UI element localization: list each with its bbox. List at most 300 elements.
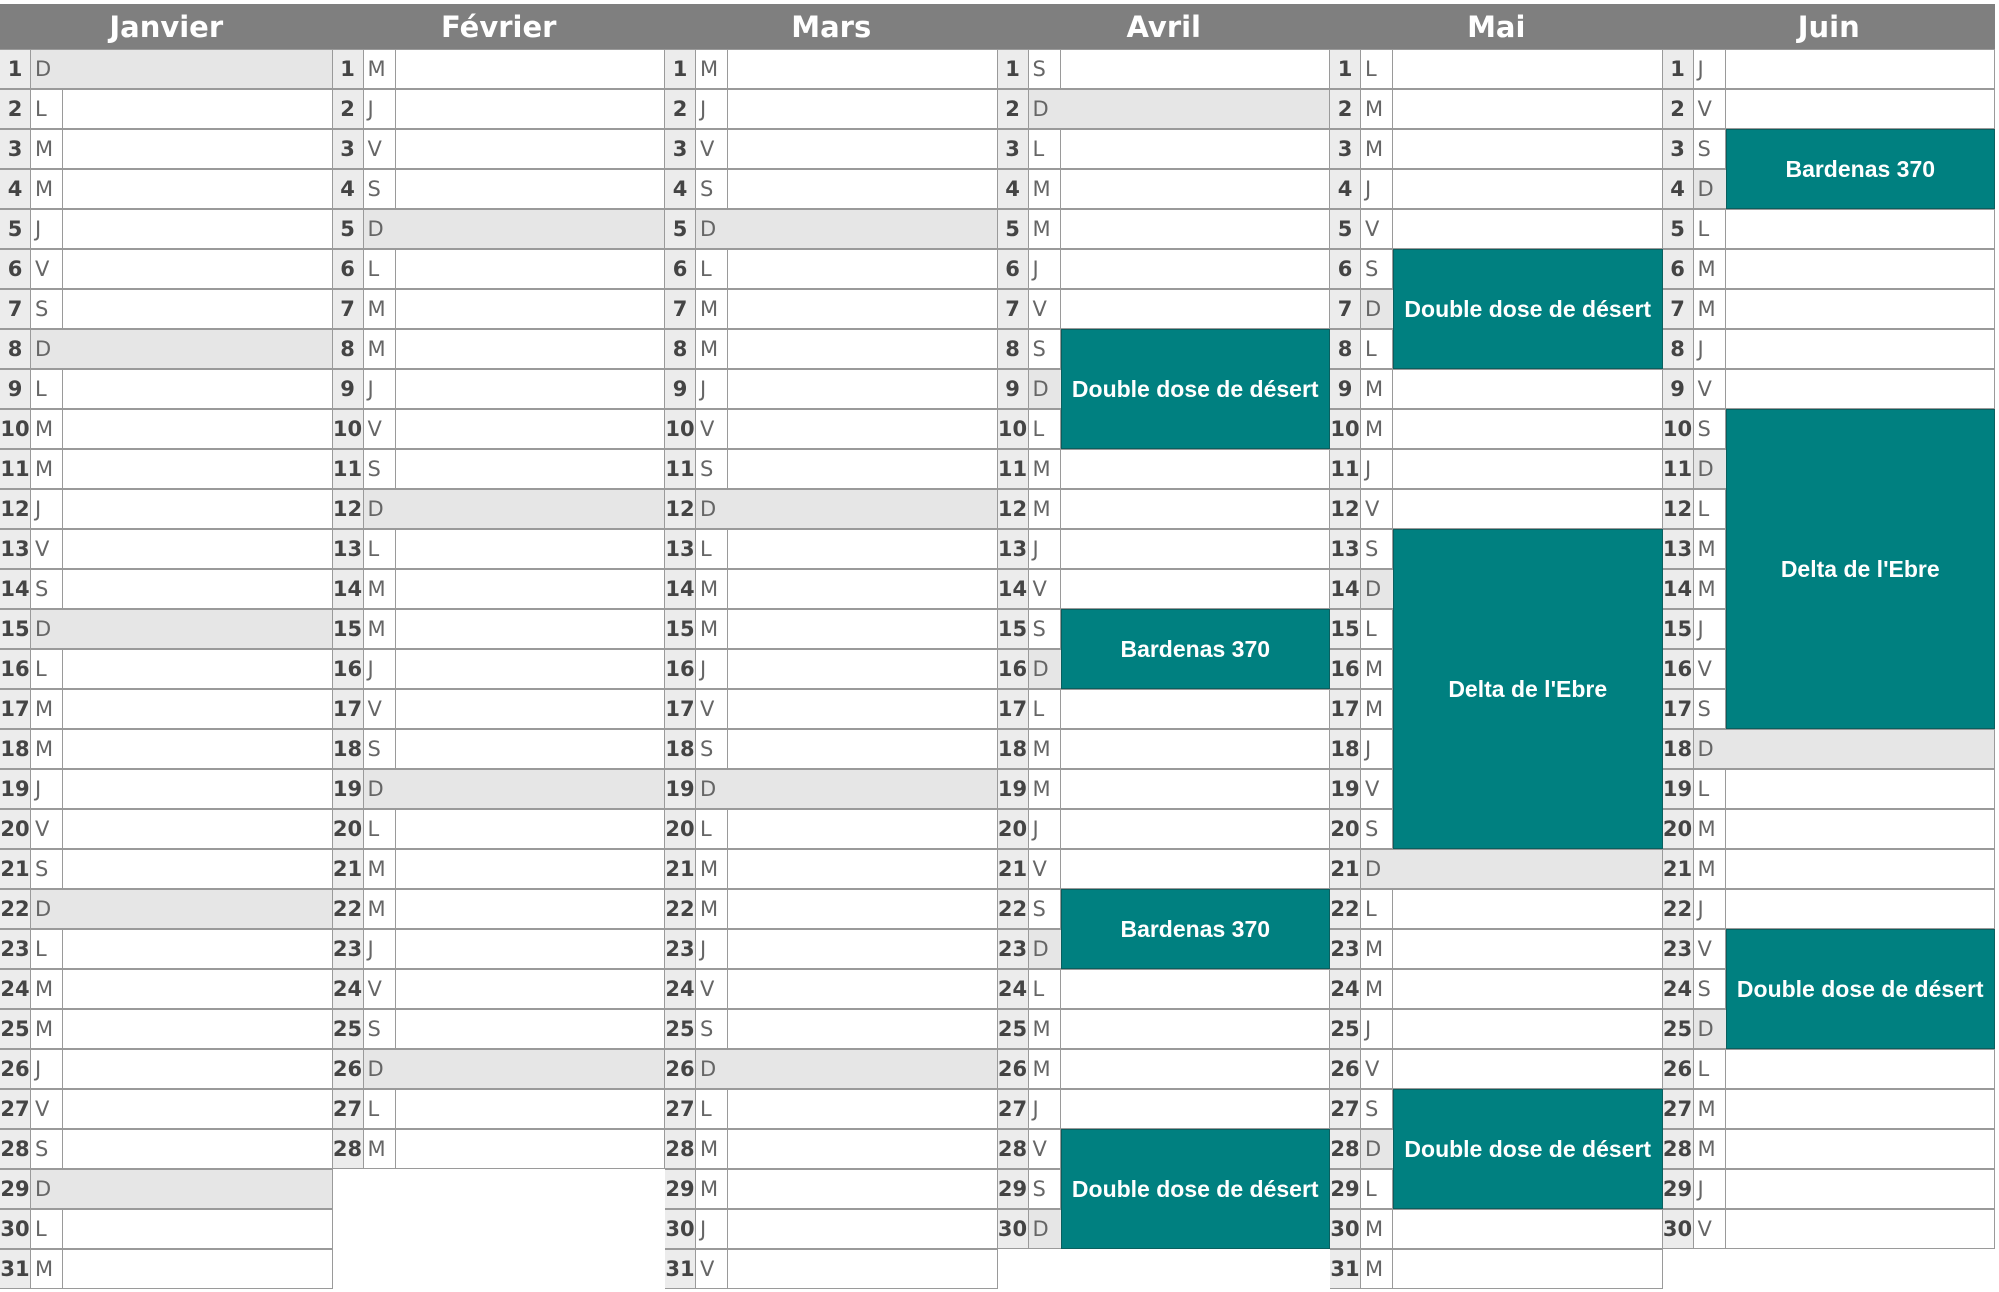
- day-row[interactable]: [1663, 249, 1996, 289]
- day-slot[interactable]: [396, 50, 666, 88]
- day-row[interactable]: [1330, 169, 1663, 209]
- day-row[interactable]: [665, 769, 998, 809]
- day-slot[interactable]: [63, 890, 333, 928]
- day-row[interactable]: [0, 1049, 333, 1089]
- day-row[interactable]: [1330, 1009, 1663, 1049]
- day-row[interactable]: [0, 809, 333, 849]
- day-row[interactable]: [665, 969, 998, 1009]
- day-slot[interactable]: [728, 450, 998, 488]
- day-row[interactable]: [333, 1129, 666, 1169]
- weekday-letter: M: [31, 170, 63, 208]
- day-slot[interactable]: [63, 370, 333, 408]
- day-slot[interactable]: [63, 1250, 333, 1288]
- day-slot[interactable]: [63, 450, 333, 488]
- day-slot[interactable]: [1393, 1250, 1663, 1288]
- day-row[interactable]: [333, 849, 666, 889]
- day-row[interactable]: [333, 649, 666, 689]
- day-slot[interactable]: [728, 90, 998, 128]
- event-block[interactable]: [1726, 929, 1996, 1049]
- day-row[interactable]: [0, 89, 333, 129]
- day-row[interactable]: [1663, 769, 1996, 809]
- day-row[interactable]: [665, 369, 998, 409]
- day-row[interactable]: [998, 209, 1331, 249]
- day-row[interactable]: [333, 529, 666, 569]
- day-row[interactable]: [0, 1169, 333, 1209]
- day-slot[interactable]: [63, 650, 333, 688]
- day-row[interactable]: [333, 1009, 666, 1049]
- day-row[interactable]: [998, 849, 1331, 889]
- day-row[interactable]: [998, 729, 1331, 769]
- day-slot[interactable]: [396, 450, 666, 488]
- day-slot[interactable]: [1726, 1170, 1996, 1208]
- day-row[interactable]: [0, 249, 333, 289]
- day-slot[interactable]: [728, 490, 998, 528]
- day-row[interactable]: [665, 249, 998, 289]
- day-slot[interactable]: [396, 330, 666, 368]
- day-row[interactable]: [998, 489, 1331, 529]
- day-slot[interactable]: [63, 730, 333, 768]
- day-slot[interactable]: [728, 690, 998, 728]
- day-row[interactable]: [665, 1009, 998, 1049]
- day-slot[interactable]: [396, 930, 666, 968]
- day-slot[interactable]: [728, 530, 998, 568]
- day-slot[interactable]: [63, 850, 333, 888]
- day-row[interactable]: [665, 1049, 998, 1089]
- day-slot[interactable]: [1726, 50, 1996, 88]
- day-slot[interactable]: [1393, 450, 1663, 488]
- day-slot[interactable]: [396, 370, 666, 408]
- day-row[interactable]: [665, 169, 998, 209]
- day-row[interactable]: [1663, 1129, 1996, 1169]
- day-row[interactable]: [0, 969, 333, 1009]
- day-row[interactable]: [1663, 209, 1996, 249]
- day-row[interactable]: [333, 129, 666, 169]
- day-row[interactable]: [0, 169, 333, 209]
- day-row[interactable]: [998, 1089, 1331, 1129]
- day-slot[interactable]: [1726, 730, 1996, 768]
- day-slot[interactable]: [728, 1090, 998, 1128]
- day-row[interactable]: [665, 1129, 998, 1169]
- day-row[interactable]: [333, 49, 666, 89]
- day-slot[interactable]: [1061, 490, 1331, 528]
- day-row[interactable]: [333, 289, 666, 329]
- day-row[interactable]: [665, 89, 998, 129]
- day-slot[interactable]: [1726, 370, 1996, 408]
- day-slot[interactable]: [1393, 370, 1663, 408]
- day-row[interactable]: [1663, 1089, 1996, 1129]
- day-row[interactable]: [333, 609, 666, 649]
- day-row[interactable]: [1330, 89, 1663, 129]
- day-row[interactable]: [333, 969, 666, 1009]
- day-slot[interactable]: [1726, 1210, 1996, 1248]
- day-slot[interactable]: [396, 970, 666, 1008]
- day-row[interactable]: [333, 1049, 666, 1089]
- day-row[interactable]: [998, 1009, 1331, 1049]
- day-slot[interactable]: [1726, 1130, 1996, 1168]
- day-slot[interactable]: [728, 850, 998, 888]
- day-slot[interactable]: [63, 130, 333, 168]
- day-slot[interactable]: [396, 890, 666, 928]
- day-row[interactable]: [1663, 849, 1996, 889]
- day-slot[interactable]: [1393, 210, 1663, 248]
- day-row[interactable]: [333, 449, 666, 489]
- event-block[interactable]: [1061, 889, 1331, 969]
- day-slot[interactable]: [1393, 50, 1663, 88]
- day-slot[interactable]: [396, 210, 666, 248]
- day-row[interactable]: [333, 409, 666, 449]
- day-slot[interactable]: [396, 530, 666, 568]
- day-slot[interactable]: [63, 1090, 333, 1128]
- day-slot[interactable]: [1061, 170, 1331, 208]
- day-row[interactable]: [0, 329, 333, 369]
- day-slot[interactable]: [1393, 970, 1663, 1008]
- day-slot[interactable]: [1393, 490, 1663, 528]
- day-slot[interactable]: [1061, 210, 1331, 248]
- day-slot[interactable]: [1061, 250, 1331, 288]
- day-row[interactable]: [998, 529, 1331, 569]
- day-slot[interactable]: [396, 690, 666, 728]
- day-slot[interactable]: [728, 370, 998, 408]
- day-row[interactable]: [333, 489, 666, 529]
- day-slot[interactable]: [728, 890, 998, 928]
- day-row[interactable]: [0, 529, 333, 569]
- day-row[interactable]: [0, 769, 333, 809]
- day-slot[interactable]: [63, 1130, 333, 1168]
- event-block[interactable]: [1726, 129, 1996, 209]
- day-row[interactable]: [665, 409, 998, 449]
- day-row[interactable]: [665, 889, 998, 929]
- day-row[interactable]: [998, 689, 1331, 729]
- day-slot[interactable]: [1061, 850, 1331, 888]
- day-slot[interactable]: [728, 610, 998, 648]
- day-row[interactable]: [1663, 329, 1996, 369]
- day-row[interactable]: [1330, 1209, 1663, 1249]
- day-row[interactable]: [998, 289, 1331, 329]
- day-slot[interactable]: [396, 1050, 666, 1088]
- day-slot[interactable]: [63, 770, 333, 808]
- day-slot[interactable]: [63, 90, 333, 128]
- event-block[interactable]: [1393, 1089, 1663, 1209]
- day-slot[interactable]: [728, 170, 998, 208]
- day-row[interactable]: [1330, 1049, 1663, 1089]
- day-row[interactable]: [333, 369, 666, 409]
- day-slot[interactable]: [1726, 810, 1996, 848]
- day-slot[interactable]: [396, 610, 666, 648]
- day-row[interactable]: [1663, 289, 1996, 329]
- day-slot[interactable]: [1393, 930, 1663, 968]
- day-slot[interactable]: [1393, 90, 1663, 128]
- day-slot[interactable]: [396, 130, 666, 168]
- day-slot[interactable]: [1061, 570, 1331, 608]
- day-slot[interactable]: [1061, 50, 1331, 88]
- day-slot[interactable]: [1061, 730, 1331, 768]
- day-slot[interactable]: [728, 1050, 998, 1088]
- day-slot[interactable]: [728, 1130, 998, 1168]
- day-row[interactable]: [333, 889, 666, 929]
- day-row[interactable]: [333, 809, 666, 849]
- day-slot[interactable]: [1726, 1090, 1996, 1128]
- day-row[interactable]: [0, 489, 333, 529]
- day-row[interactable]: [0, 609, 333, 649]
- day-row[interactable]: [998, 169, 1331, 209]
- day-slot[interactable]: [1726, 210, 1996, 248]
- day-row[interactable]: [665, 49, 998, 89]
- day-slot[interactable]: [728, 1010, 998, 1048]
- event-block[interactable]: [1393, 249, 1663, 369]
- day-slot[interactable]: [728, 1250, 998, 1288]
- day-row[interactable]: [333, 689, 666, 729]
- day-row[interactable]: [998, 449, 1331, 489]
- day-row[interactable]: [1330, 409, 1663, 449]
- day-row[interactable]: [998, 1049, 1331, 1089]
- day-slot[interactable]: [1726, 290, 1996, 328]
- day-slot[interactable]: [63, 530, 333, 568]
- event-block[interactable]: [1061, 1129, 1331, 1249]
- day-row[interactable]: [333, 329, 666, 369]
- day-row[interactable]: [1330, 49, 1663, 89]
- day-slot[interactable]: [728, 210, 998, 248]
- day-row[interactable]: [1330, 489, 1663, 529]
- day-row[interactable]: [665, 449, 998, 489]
- day-row[interactable]: [1663, 369, 1996, 409]
- day-row[interactable]: [0, 729, 333, 769]
- day-row[interactable]: [333, 929, 666, 969]
- day-row[interactable]: [1330, 449, 1663, 489]
- day-row[interactable]: [333, 89, 666, 129]
- day-slot[interactable]: [1393, 170, 1663, 208]
- day-slot[interactable]: [1061, 130, 1331, 168]
- day-slot[interactable]: [63, 1170, 333, 1208]
- day-slot[interactable]: [63, 810, 333, 848]
- day-row[interactable]: [333, 209, 666, 249]
- day-slot[interactable]: [63, 330, 333, 368]
- day-row[interactable]: [665, 1089, 998, 1129]
- day-slot[interactable]: [1726, 330, 1996, 368]
- day-slot[interactable]: [396, 1130, 666, 1168]
- day-slot[interactable]: [396, 810, 666, 848]
- day-slot[interactable]: [1393, 1010, 1663, 1048]
- day-row[interactable]: [665, 289, 998, 329]
- day-slot[interactable]: [1393, 1210, 1663, 1248]
- day-slot[interactable]: [1726, 90, 1996, 128]
- day-row[interactable]: [665, 529, 998, 569]
- event-block[interactable]: [1726, 409, 1996, 729]
- day-row[interactable]: [1330, 1249, 1663, 1289]
- day-row[interactable]: [0, 449, 333, 489]
- day-row[interactable]: [0, 1009, 333, 1049]
- day-row[interactable]: [1663, 1209, 1996, 1249]
- day-slot[interactable]: [63, 610, 333, 648]
- day-row[interactable]: [998, 129, 1331, 169]
- day-slot[interactable]: [1726, 1050, 1996, 1088]
- day-row[interactable]: [998, 49, 1331, 89]
- day-row[interactable]: [1663, 889, 1996, 929]
- day-row[interactable]: [333, 249, 666, 289]
- day-row[interactable]: [1663, 809, 1996, 849]
- day-row[interactable]: [0, 1129, 333, 1169]
- day-row[interactable]: [998, 569, 1331, 609]
- day-row[interactable]: [665, 1169, 998, 1209]
- day-row[interactable]: [0, 1209, 333, 1249]
- day-slot[interactable]: [728, 250, 998, 288]
- day-row[interactable]: [0, 1089, 333, 1129]
- day-row[interactable]: [333, 569, 666, 609]
- day-slot[interactable]: [396, 290, 666, 328]
- day-slot[interactable]: [1061, 970, 1331, 1008]
- day-slot[interactable]: [1393, 130, 1663, 168]
- day-slot[interactable]: [728, 330, 998, 368]
- day-row[interactable]: [665, 809, 998, 849]
- day-slot[interactable]: [1061, 450, 1331, 488]
- day-row[interactable]: [0, 649, 333, 689]
- day-row[interactable]: [0, 209, 333, 249]
- day-slot[interactable]: [63, 290, 333, 328]
- day-row[interactable]: [1663, 1169, 1996, 1209]
- day-slot[interactable]: [1393, 1050, 1663, 1088]
- day-row[interactable]: [1330, 129, 1663, 169]
- day-row[interactable]: [998, 89, 1331, 129]
- day-row[interactable]: [0, 849, 333, 889]
- day-slot[interactable]: [63, 210, 333, 248]
- day-row[interactable]: [1663, 729, 1996, 769]
- day-row[interactable]: [665, 649, 998, 689]
- day-slot[interactable]: [728, 1210, 998, 1248]
- day-slot[interactable]: [1061, 290, 1331, 328]
- day-slot[interactable]: [728, 730, 998, 768]
- day-slot[interactable]: [728, 970, 998, 1008]
- day-row[interactable]: [333, 1089, 666, 1129]
- day-slot[interactable]: [396, 770, 666, 808]
- day-slot[interactable]: [1726, 770, 1996, 808]
- day-row[interactable]: [665, 489, 998, 529]
- day-row[interactable]: [0, 929, 333, 969]
- day-slot[interactable]: [396, 170, 666, 208]
- day-row[interactable]: [0, 689, 333, 729]
- day-slot[interactable]: [1061, 770, 1331, 808]
- day-row[interactable]: [0, 129, 333, 169]
- day-slot[interactable]: [396, 490, 666, 528]
- day-slot[interactable]: [1061, 1050, 1331, 1088]
- day-slot[interactable]: [1393, 890, 1663, 928]
- day-row[interactable]: [665, 929, 998, 969]
- day-row[interactable]: [1330, 849, 1663, 889]
- day-slot[interactable]: [396, 850, 666, 888]
- day-row[interactable]: [665, 569, 998, 609]
- day-slot[interactable]: [728, 930, 998, 968]
- day-row[interactable]: [665, 849, 998, 889]
- day-slot[interactable]: [63, 570, 333, 608]
- day-row[interactable]: [333, 769, 666, 809]
- day-row[interactable]: [333, 169, 666, 209]
- day-row[interactable]: [665, 1209, 998, 1249]
- day-slot[interactable]: [63, 970, 333, 1008]
- event-block[interactable]: [1061, 609, 1331, 689]
- day-row[interactable]: [998, 969, 1331, 1009]
- day-row[interactable]: [1330, 209, 1663, 249]
- day-row[interactable]: [1663, 89, 1996, 129]
- day-row[interactable]: [333, 729, 666, 769]
- day-slot[interactable]: [1061, 810, 1331, 848]
- day-row[interactable]: [0, 409, 333, 449]
- day-slot[interactable]: [396, 410, 666, 448]
- day-slot[interactable]: [728, 570, 998, 608]
- day-slot[interactable]: [396, 650, 666, 688]
- day-row[interactable]: [1330, 969, 1663, 1009]
- day-row[interactable]: [1330, 369, 1663, 409]
- day-slot[interactable]: [63, 410, 333, 448]
- day-slot[interactable]: [1393, 410, 1663, 448]
- day-slot[interactable]: [396, 1090, 666, 1128]
- day-slot[interactable]: [63, 690, 333, 728]
- day-slot[interactable]: [63, 1050, 333, 1088]
- day-slot[interactable]: [1061, 530, 1331, 568]
- day-slot[interactable]: [1726, 250, 1996, 288]
- day-slot[interactable]: [1393, 850, 1663, 888]
- day-row[interactable]: [665, 329, 998, 369]
- day-row[interactable]: [0, 569, 333, 609]
- day-slot[interactable]: [728, 290, 998, 328]
- day-row[interactable]: [1663, 49, 1996, 89]
- day-slot[interactable]: [728, 650, 998, 688]
- day-row[interactable]: [665, 689, 998, 729]
- day-slot[interactable]: [63, 490, 333, 528]
- day-row[interactable]: [665, 209, 998, 249]
- day-row[interactable]: [665, 609, 998, 649]
- day-row[interactable]: [1663, 1049, 1996, 1089]
- day-slot[interactable]: [396, 90, 666, 128]
- day-slot[interactable]: [1061, 1090, 1331, 1128]
- day-slot[interactable]: [1061, 90, 1331, 128]
- day-row[interactable]: [998, 769, 1331, 809]
- day-row[interactable]: [0, 49, 333, 89]
- day-slot[interactable]: [63, 170, 333, 208]
- day-row[interactable]: [1330, 889, 1663, 929]
- day-slot[interactable]: [63, 1210, 333, 1248]
- day-slot[interactable]: [728, 410, 998, 448]
- day-slot[interactable]: [728, 770, 998, 808]
- day-slot[interactable]: [396, 570, 666, 608]
- event-block[interactable]: [1061, 329, 1331, 449]
- day-row[interactable]: [665, 729, 998, 769]
- day-slot[interactable]: [728, 50, 998, 88]
- day-row[interactable]: [0, 889, 333, 929]
- day-row[interactable]: [0, 289, 333, 329]
- day-slot[interactable]: [1726, 850, 1996, 888]
- day-slot[interactable]: [1061, 1010, 1331, 1048]
- day-row[interactable]: [998, 249, 1331, 289]
- day-slot[interactable]: [63, 1010, 333, 1048]
- day-slot[interactable]: [63, 930, 333, 968]
- day-slot[interactable]: [396, 1010, 666, 1048]
- day-row[interactable]: [998, 809, 1331, 849]
- day-slot[interactable]: [396, 250, 666, 288]
- event-block[interactable]: [1393, 529, 1663, 849]
- day-slot[interactable]: [728, 810, 998, 848]
- day-row[interactable]: [665, 129, 998, 169]
- day-slot[interactable]: [63, 250, 333, 288]
- day-slot[interactable]: [728, 130, 998, 168]
- weekday-letter: M: [1361, 1210, 1393, 1248]
- day-slot[interactable]: [1726, 890, 1996, 928]
- day-slot[interactable]: [63, 50, 333, 88]
- day-slot[interactable]: [1061, 690, 1331, 728]
- day-slot[interactable]: [728, 1170, 998, 1208]
- day-row[interactable]: [1330, 929, 1663, 969]
- day-row[interactable]: [665, 1249, 998, 1289]
- day-row[interactable]: [0, 369, 333, 409]
- day-row[interactable]: [0, 1249, 333, 1289]
- day-slot[interactable]: [396, 730, 666, 768]
